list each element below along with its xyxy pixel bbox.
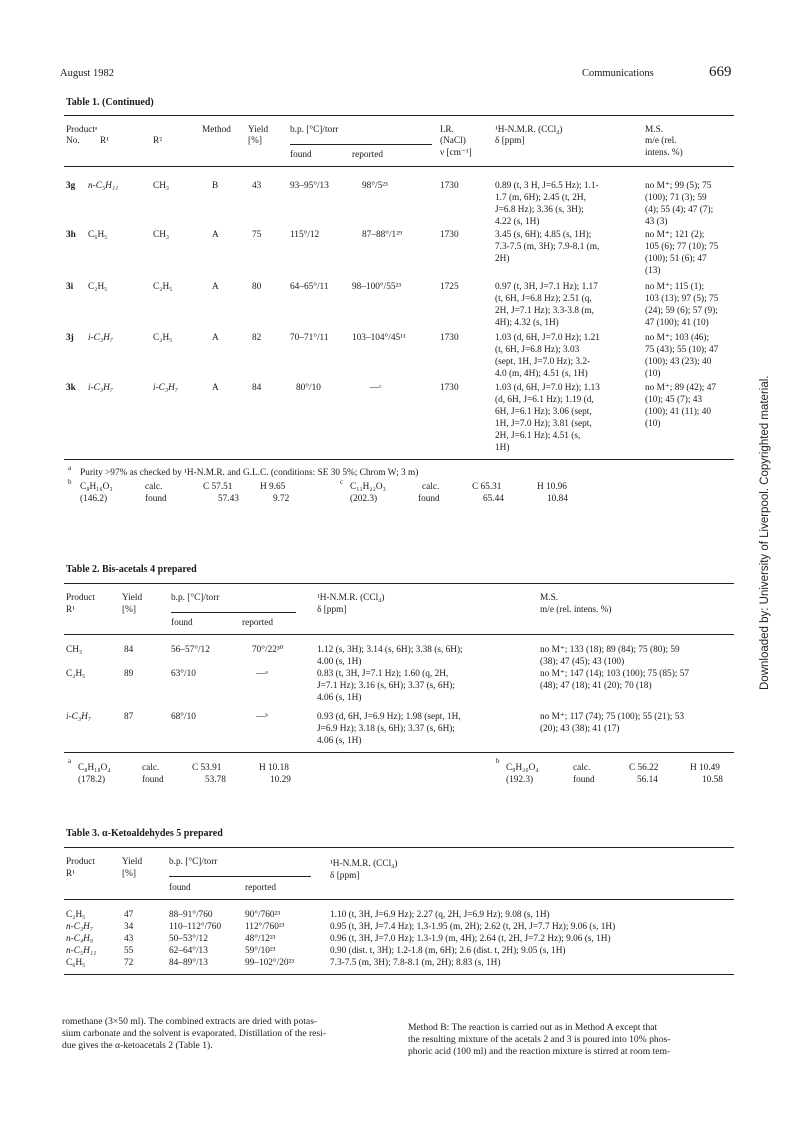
t1-ms-line: 105 (6); 77 (10); 75 [645,242,719,252]
t1-fn-c-formula: C₁₁H₂₂O₃ [350,482,386,492]
t1-ms-line: (100); 43 (23); 40 [645,357,712,367]
table1-top-rule [64,115,734,116]
t1-cell-found: 93–95°/13 [290,181,329,191]
t1-h-yield-unit: [%] [248,136,262,146]
t1-cell-r2: C₂H₅ [153,282,173,292]
t3-cell-yield: 72 [124,958,134,968]
t3-cell-reported: 59°/10²³ [245,946,276,956]
t1-cell-reported: 98°/5²³ [362,181,388,191]
t2-fn-b-h-found: 10.58 [702,775,723,785]
t3-cell-found: 84–89°/13 [169,958,208,968]
t2-cell-r1: C₂H₅ [66,669,86,679]
t1-cell-method: A [212,333,219,343]
t1-cell-yield: 82 [252,333,262,343]
t1-h-ir2: (NaCl) [440,136,466,146]
body-right-line: Method B: The reaction is carried out as in Method A except that [408,1022,658,1033]
t1-nmr-line: 0.89 (t, 3 H, J=6.5 Hz); 1.1- [495,181,599,191]
t3-cell-found: 50–53°/12 [169,934,208,944]
t1-cell-ir: 1730 [440,383,459,393]
t2-nmr-line: 1.12 (s, 3H); 3.14 (s, 6H); 3.38 (s, 6H); [317,645,463,655]
t2-fn-a-c-calc: C 53.91 [192,763,222,773]
t2-cell-found: 68°/10 [171,712,196,722]
t1-h-ir: I.R. [440,125,454,135]
t1-cell-ir: 1730 [440,230,459,240]
t2-fn-a-formula: C₈H₁₈O₄ [78,763,111,773]
t1-nmr-line: 1.03 (d, 6H, J=7.0 Hz); 1.13 [495,383,600,393]
t2-h-reported: reported [242,618,273,628]
t1-nmr-line: J=6.8 Hz); 3.36 (s, 3H); [495,205,584,215]
t2-fn-a-h-found: 10.29 [270,775,291,785]
t1-h-bp: b.p. [°C]/torr [290,125,339,135]
t1-cell-method: A [212,230,219,240]
t2-h-product: Product [66,593,95,603]
t2-fn-b-h-calc: H 10.49 [690,763,720,773]
t1-nmr-line: 0.97 (t, 3H, J=7.1 Hz); 1.17 [495,282,598,292]
t2-nmr-line: 0.83 (t, 3H, J=7.1 Hz); 1.60 (q, 2H, [317,669,449,679]
t3-cell-yield: 47 [124,910,134,920]
t2-cell-reported: —ᵇ [256,712,269,722]
t3-cell-yield: 34 [124,922,134,932]
footnote-mark-a: a [68,464,72,472]
t2-fn-b-calc: calc. [573,763,591,773]
t2-h-yield: Yield [122,593,143,603]
t1-nmr-line: (t, 6H, J=6.8 Hz); 3.03 [495,345,580,355]
t1-cell-r1: C₂H₅ [88,282,108,292]
t1-nmr-line: 2H, J=6.1 Hz); 4.51 (s, [495,431,581,441]
t2-h-ms: M.S. [540,593,559,603]
t1-cell-no: 3i [66,282,74,292]
running-header-date: August 1982 [60,68,114,79]
t1-nmr-line: 3.45 (s, 6H); 4.85 (s, 1H); [495,230,592,240]
t3-cell-reported: 48°/12²³ [245,934,276,944]
t2-fn-b-c-calc: C 56.22 [629,763,659,773]
t1-nmr-line: 1H, J=7.0 Hz); 3.81 (sept, [495,419,592,429]
t1-cell-reported: 98–100°/55²³ [352,282,402,292]
body-right-line: the resulting mixture of the acetals 2 and 3 is poured into 10% phos- [408,1034,671,1045]
t3-cell-r1: C₆H₅ [66,958,86,968]
t2-nmr-line: 0.93 (d, 6H, J=6.9 Hz); 1.98 (sept, 1H, [317,712,461,722]
t1-cell-r1: i-C₃H₇ [88,383,114,393]
t2-cell-reported: 70°/22³⁰ [252,645,284,655]
t2-fn-b-c-found: 56.14 [637,775,658,785]
t1-h-r2: R² [153,136,162,146]
t1-h-product: Productᵃ [66,125,98,135]
t2-fn-a-found: found [142,775,164,785]
table2-bottom-rule [64,752,734,753]
t3-h-nmr: ¹H-N.M.R. (CCl₄) [330,859,398,869]
t3-bp-subrule [169,876,311,877]
t1-h-method: Method [202,125,231,135]
t1-cell-r1: n-C₅H₁₁ [88,181,119,191]
t3-cell-nmr: 1.10 (t, 3H, J=6.9 Hz); 2.27 (q, 2H, J=6.9 Hz); 9.08 (s, 1H) [330,910,550,920]
t3-h-found: found [169,883,191,893]
t1-cell-yield: 75 [252,230,262,240]
t1-cell-no: 3j [66,333,74,343]
t1-cell-r2: CH₃ [153,181,170,191]
t1-ms-line: no M⁺; 121 (2); [645,230,705,240]
footnote-mark-b: b [496,757,500,765]
footnote-mark-b: b [68,478,72,486]
table2-caption-text: Table 2. Bis-acetals 4 prepared [66,564,197,575]
page-number: 669 [709,64,732,80]
t3-h-reported: reported [245,883,276,893]
t3-h-nmr2: δ [ppm] [330,871,360,881]
t1-h-nmr2: δ [ppm] [495,136,525,146]
t2-fn-a-calc: calc. [142,763,160,773]
download-watermark: Downloaded by: University of Liverpool. Copyrighted material. [759,375,771,690]
t1-cell-yield: 43 [252,181,262,191]
t1-cell-r2: CH₃ [153,230,170,240]
table1-header-rule [64,166,734,167]
t1-fn-c-c-found: 65.44 [483,494,504,504]
t1-fn-c-c-calc: C 65.31 [472,482,502,492]
t1-h-ir3: ν [cm⁻¹] [440,148,472,158]
t1-h-ms2: m/e (rel. [645,136,677,146]
t3-cell-found: 62–64°/13 [169,946,208,956]
t1-ms-line: (10) [645,369,661,379]
t1-cell-reported: 87–88°/1²⁹ [362,230,403,240]
body-left-line: sium carbonate and the solvent is evaporated. Distillation of the resi- [62,1028,327,1039]
table3-caption [66,828,223,839]
t3-cell-reported: 90°/760²³ [245,910,281,920]
t1-cell-ir: 1725 [440,282,459,292]
t2-h-found: found [171,618,193,628]
t1-fn-b-c-calc: C 57.51 [203,482,233,492]
t1-h-ms3: intens. %) [645,148,683,158]
t1-cell-reported: —ᶜ [370,383,382,393]
table1-caption-text: Table 1. (Continued) [66,97,154,108]
t1-fn-b-found: found [145,494,167,504]
table1-bottom-rule [64,459,734,460]
t1-cell-no: 3g [66,181,76,191]
t2-h-ms2: m/e (rel. intens. %) [540,605,612,615]
t3-cell-reported: 99–102°/20²³ [245,958,295,968]
t1-nmr-line: (d, 6H, J=6.1 Hz); 1.19 (d, [495,395,594,405]
t2-bp-subrule [171,612,296,613]
t3-cell-r1: C₂H₅ [66,910,86,920]
t1-ms-line: 75 (43); 55 (10); 47 [645,345,719,355]
t1-cell-found: 115°/12 [290,230,320,240]
t2-cell-yield: 89 [124,669,134,679]
t2-nmr-line: J=6.9 Hz); 3.18 (s, 6H); 3.37 (s, 6H); [317,724,455,734]
t1-cell-yield: 80 [252,282,262,292]
t2-ms-line: no M⁺; 117 (74); 75 (100); 55 (21); 53 [540,712,685,722]
t3-cell-nmr: 7.3-7.5 (m, 3H); 7.8-8.1 (m, 2H); 8.83 (s, 1H) [330,958,501,968]
table1-caption [66,97,154,108]
t3-cell-r1: n-C₃H₇ [66,922,94,932]
t2-ms-line: (20); 43 (38); 41 (17) [540,724,620,734]
t1-fn-c-found: found [418,494,440,504]
t1-nmr-line: 7.3-7.5 (m, 3H); 7.9-8.1 (m, [495,242,600,252]
t1-ms-line: (100); 51 (6); 47 [645,254,707,264]
t2-ms-line: no M⁺; 147 (14); 103 (100); 75 (85); 57 [540,669,689,679]
table2-header-rule [64,634,734,635]
t1-h-yield: Yield [248,125,269,135]
t1-nmr-line: 4.0 (m, 4H); 4.51 (s, 1H) [495,369,588,379]
t2-fn-b-mw: (192.3) [506,775,534,785]
t3-h-yield: Yield [122,857,143,867]
t1-cell-no: 3h [66,230,76,240]
t1-nmr-line: (t, 6H, J=6.8 Hz); 2.51 (q, [495,294,592,304]
t3-cell-found: 110–112°/760 [169,922,222,932]
t2-cell-found: 63°/10 [171,669,196,679]
t2-nmr-line: 4.00 (s, 1H) [317,657,362,667]
t2-fn-a-c-found: 53.78 [205,775,226,785]
t1-fn-b-c-found: 57.43 [218,494,239,504]
t1-h-nmr: ¹H-N.M.R. (CCl₄) [495,125,563,135]
t2-cell-r1: CH₃ [66,645,83,655]
t1-fn-c-calc: calc. [422,482,440,492]
t2-cell-yield: 87 [124,712,134,722]
t2-ms-line: no M⁺; 133 (18); 89 (84); 75 (80); 59 [540,645,680,655]
t1-ms-line: 47 (100); 41 (10) [645,318,709,328]
t2-h-bp: b.p. [°C]/torr [171,593,220,603]
t1-cell-method: A [212,282,219,292]
t3-h-yield-unit: [%] [122,869,136,879]
t1-fn-c-mw: (202.3) [350,494,378,504]
t2-fn-a-h-calc: H 10.18 [259,763,289,773]
t2-h-r1: R¹ [66,605,75,615]
t1-h-ms: M.S. [645,125,664,135]
t1-fn-c-h-calc: H 10.96 [537,482,567,492]
t3-cell-found: 88–91°/760 [169,910,213,920]
t1-fn-c-h-found: 10.84 [547,494,568,504]
t1-h-no: No. [66,136,80,146]
t1-ms-line: no M⁺; 99 (5); 75 [645,181,712,191]
t1-ms-line: no M⁺; 89 (42); 47 [645,383,717,393]
t3-cell-yield: 55 [124,946,134,956]
table3-caption-text: Table 3. α-Ketoaldehydes 5 prepared [66,828,223,839]
t1-cell-method: A [212,383,219,393]
t3-cell-r1: n-C₅H₁₁ [66,946,97,956]
t1-cell-found: 80°/10 [296,383,321,393]
t1-h-r1: R¹ [100,136,109,146]
t3-h-bp: b.p. [°C]/torr [169,857,218,867]
t1-cell-reported: 103–104°/45¹¹ [352,333,406,343]
t1-cell-r1: C₆H₅ [88,230,108,240]
t2-ms-line: (48); 47 (18); 41 (20); 70 (18) [540,681,652,691]
t1-nmr-line: (sept, 1H, J=7.0 Hz); 3.2- [495,357,591,367]
t1-ms-line: (4); 55 (4); 47 (7); [645,205,714,215]
t1-nmr-line: 4.22 (s, 1H) [495,217,540,227]
t3-cell-nmr: 0.90 (dist. t, 3H); 1.2-1.8 (m, 6H); 2.6 (dist. t, 2H); 9.05 (s, 1H) [330,946,566,956]
t1-nmr-line: 1H) [495,443,510,453]
t2-fn-b-formula: C₉H₂₀O₄ [506,763,539,773]
t1-cell-r1: i-C₃H₇ [88,333,114,343]
t3-h-r1: R¹ [66,869,75,879]
t1-nmr-line: 6H, J=6.1 Hz); 3.06 (sept, [495,407,592,417]
t1-fn-b-h-found: 9.72 [273,494,290,504]
t1-cell-yield: 84 [252,383,262,393]
body-left-line: romethane (3×50 ml). The combined extracts are dried with potas- [62,1016,318,1027]
table2-top-rule [64,583,734,584]
t1-h-found: found [290,150,312,160]
t2-fn-b-found: found [573,775,595,785]
t3-cell-nmr: 0.96 (t, 3H, J=7.0 Hz); 1.3-1.9 (m, 4H); 2.64 (t, 2H, J=7.2 Hz); 9.06 (s, 1H) [330,934,611,944]
t2-cell-reported: —ᵃ [256,669,268,679]
t2-h-yield-unit: [%] [122,605,136,615]
t1-nmr-line: 1.7 (m, 6H); 2.45 (t, 2H, [495,193,586,203]
t2-nmr-line: J=7.1 Hz); 3.16 (s, 6H); 3.37 (s, 6H); [317,681,455,691]
t2-fn-a-mw: (178.2) [78,775,106,785]
table2-caption [66,564,197,575]
table3-bottom-rule [64,974,734,975]
footnote-mark-c: c [340,478,344,486]
t1-ms-line: (24); 59 (6); 57 (9); [645,306,718,316]
table3-top-rule [64,847,734,848]
t2-cell-found: 56–57°/12 [171,645,210,655]
t3-cell-nmr: 0.95 (t, 3H, J=7.4 Hz); 1.3-1.95 (m, 2H); 2.62 (t, 2H, J=7.7 Hz); 9.06 (s, 1H) [330,922,616,932]
t1-nmr-line: 2H) [495,254,510,264]
t1-nmr-line: 1.03 (d, 6H, J=7.0 Hz); 1.21 [495,333,600,343]
t1-fn-b-calc: calc. [145,482,163,492]
t1-h-reported: reported [352,150,383,160]
t1-ms-line: (100); 71 (3); 59 [645,193,707,203]
t1-nmr-line: 4H); 4.32 (s, 1H) [495,318,559,328]
t1-ms-line: (100); 41 (11); 40 [645,407,712,417]
t3-cell-yield: 43 [124,934,134,944]
t1-cell-r2: C₂H₅ [153,333,173,343]
t2-cell-yield: 84 [124,645,134,655]
footnote-mark-a: a [68,757,72,765]
t1-cell-found: 70–71°/11 [290,333,329,343]
body-left-line: due gives the α-ketoacetals 2 (Table 1). [62,1040,213,1051]
t1-cell-method: B [212,181,219,191]
t2-ms-line: (38); 47 (45); 43 (100) [540,657,625,667]
t1-ms-line: 43 (3) [645,217,668,227]
t2-h-nmr: ¹H-N.M.R. (CCl₄) [317,593,385,603]
t1-fn-b-formula: C₈H₁₆O₃ [80,482,113,492]
t1-cell-found: 64–65°/11 [290,282,329,292]
t1-ms-line: 103 (13); 97 (5); 75 [645,294,719,304]
t1-fn-b-h-calc: H 9.65 [260,482,286,492]
t1-nmr-line: 2H, J=7.1 Hz); 3.3-3.8 (m, [495,306,594,316]
running-header-journal: Communications [582,68,654,79]
t1-cell-ir: 1730 [440,181,459,191]
t2-nmr-line: 4.06 (s, 1H) [317,693,362,703]
t1-ms-line: (10) [645,419,661,429]
t1-cell-no: 3k [66,383,76,393]
t1-fn-b-mw: (146.2) [80,494,108,504]
t3-cell-r1: n-C₄H₉ [66,934,94,944]
t1-ms-line: (10); 45 (7); 43 [645,395,703,405]
t2-nmr-line: 4.06 (s, 1H) [317,736,362,746]
t3-h-product: Product [66,857,95,867]
t1-footnote-a: Purity >97% as checked by ¹H-N.M.R. and G.L.C. (conditions: SE 30 5%; Chrom W; 3 m) [80,468,419,478]
t3-cell-reported: 112°/760²³ [245,922,285,932]
t2-cell-r1: i-C₃H₇ [66,712,92,722]
t2-h-nmr2: δ [ppm] [317,605,347,615]
t1-bp-subrule [290,144,432,145]
body-right-line: phoric acid (100 ml) and the reaction mixture is stirred at room tem- [408,1046,671,1057]
t1-ms-line: no M⁺; 115 (1); [645,282,705,292]
t1-ms-line: (13) [645,266,661,276]
t1-cell-r2: i-C₃H₇ [153,383,179,393]
t1-ms-line: no M⁺; 103 (46); [645,333,710,343]
t1-cell-ir: 1730 [440,333,459,343]
table3-header-rule [64,899,734,900]
